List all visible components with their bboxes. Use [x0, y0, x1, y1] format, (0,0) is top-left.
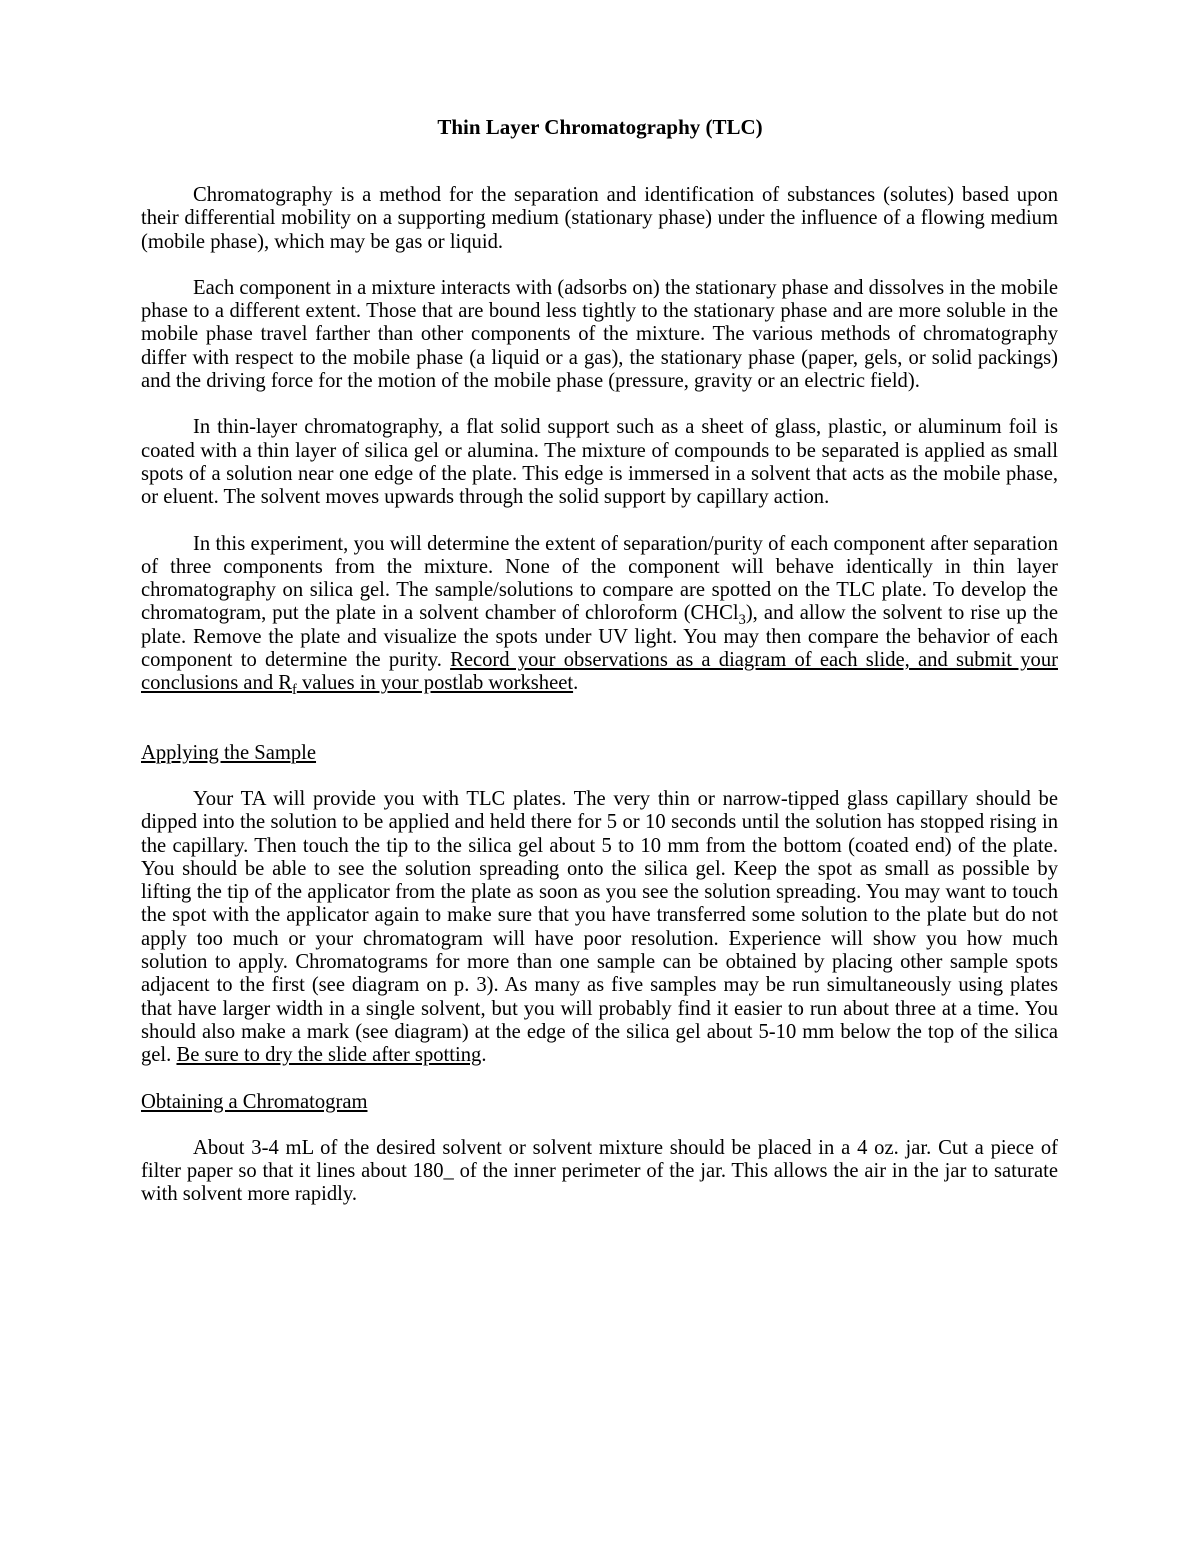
paragraph-experiment: In this experiment, you will determine the extent of separation/purity of each component after separation of three components from the mixture. None of the component will behave identically in thin layer chromatography on silica gel. The sample/solutions to compare are spotted on the TLC plate. To develop the chromatogram, put the plate in a solvent chamber of chloroform (CHCl$_3$), and allow the solvent to rise up the plate. Remove the plate and visualize the spots under UV light. You may then compare the behavior of each component to determine the purity. Record your observations as a diagram of each slide, and submit your conclusions and $R_f$ values in your postlab worksheet.: [141, 532, 1058, 699]
rf-subscript: f: [292, 682, 297, 699]
chloroform-subscript: 3: [738, 612, 746, 629]
heading-applying-sample: Applying the Sample: [141, 741, 317, 764]
document-body: [141, 184, 1058, 1230]
experiment-text-part1: In this experiment, you will determine the extent of separation/purity of each component after separation of three components from the mixture. None of the component will behave identically in thin layer chromatography on silica gel. The sample/solutions to compare are spotted on the TLC plate. To develop the chromatogram, put the plate in a solvent chamber of chloroform (CHCl: [141, 532, 1058, 625]
document-title: Thin Layer Chromatography (TLC): [437, 115, 763, 139]
paragraph-chromatography-intro: Chromatography is a method for the separation and identification of substances (solutes) based upon their differential mobility on a supporting medium (stationary phase) under the influence of a flowing medium (mobile phase), which may be gas or liquid.: [141, 184, 1058, 253]
applying-sample-text: Your TA will provide you with TLC plates. The very thin or narrow-tipped glass capillary should be dipped into the solution to be applied and held there for 5 or 10 seconds until the solution has stopped rising in the capillary. Then touch the tip to the silica gel about 5 to 10 mm from the bottom (coated end) of the plate. You should be able to see the solution spreading onto the silica gel. Keep the spot as small as possible by lifting the tip of the applicator from the plate as soon as you see the solution spreading. You may want to touch the spot with the applicator again to make sure that you have transferred some solution to the plate but do not apply too much or your chromatogram will have poor resolution. Experience will show you how much solution to apply. Chromatograms for more than one sample can be obtained by placing other sample spots adjacent to the first (see diagram on p. 3). As many as five samples may be run simultaneously using plates that have larger width in a single solvent, but you will probably find it easier to run about three at a time. You should also make a mark (see diagram) at the edge of the silica gel about 5-10 mm below the top of the silica gel.: [141, 787, 1058, 1067]
experiment-text-part2: ), and allow the solvent to rise up the plate. Remove the plate and visualize the spots under UV light. You may then compare the behavior of each component to determine the purity.: [141, 602, 1058, 672]
paragraph-obtaining-chromatogram: About 3-4 mL of the desired solvent or solvent mixture should be placed in a 4 oz. jar. Cut a piece of filter paper so that it lines about 180_ of the inner perimeter of the jar. This allows the air in the jar to saturate with solvent more rapidly.: [141, 1136, 1058, 1206]
dry-slide-instruction: Be sure to dry the slide after spotting: [176, 1044, 482, 1067]
paragraph-applying-sample: Your TA will provide you with TLC plates. The very thin or narrow-tipped glass capillary should be dipped into the solution to be applied and held there for 5 or 10 seconds until the solution has stopped rising in the capillary. Then touch the tip to the silica gel about 5 to 10 mm from the bottom (coated end) of the plate. You should be able to see the solution spreading onto the silica gel. Keep the spot as small as possible by lifting the tip of the applicator from the plate as soon as you see the solution spreading. You may want to touch the spot with the applicator again to make sure that you have transferred some solution to the plate but do not apply too much or your chromatogram will have poor resolution. Experience will show you how much solution to apply. Chromatograms for more than one sample can be obtained by placing other sample spots adjacent to the first (see diagram on p. 3). As many as five samples may be run simultaneously using plates that have larger width in a single solvent, but you will probably find it easier to run about three at a time. You should also make a mark (see diagram) at the edge of the silica gel about 5-10 mm below the top of the silica gel. Be sure to dry the slide after spotting.: [141, 787, 1058, 1067]
observations-instruction: Record your observations as a diagram of each slide, and submit your conclusions and $R_f$ values in your postlab worksheet: [141, 649, 1058, 699]
paragraph-component-interaction: Each component in a mixture interacts with (adsorbs on) the stationary phase and dissolves in the mobile phase to a different extent. Those that are bound less tightly to the stationary phase and are more soluble in the mobile phase travel farther than other components of the mixture. The various methods of chromatography differ with respect to the mobile phase (a liquid or a gas), the stationary phase (paper, gels, or solid packings) and the driving force for the motion of the mobile phase (pressure, gravity or an electric field).: [141, 276, 1058, 393]
paragraph-thin-layer-description: In thin-layer chromatography, a flat solid support such as a sheet of glass, plastic, or aluminum foil is coated with a thin layer of silica gel or alumina. The mixture of compounds to be separated is applied as small spots of a solution near one edge of the plate. This edge is immersed in a solvent that acts as the mobile phase, or eluent. The solvent moves upwards through the solid support by capillary action.: [141, 416, 1058, 509]
heading-obtaining-chromatogram: Obtaining a Chromatogram: [141, 1090, 368, 1113]
